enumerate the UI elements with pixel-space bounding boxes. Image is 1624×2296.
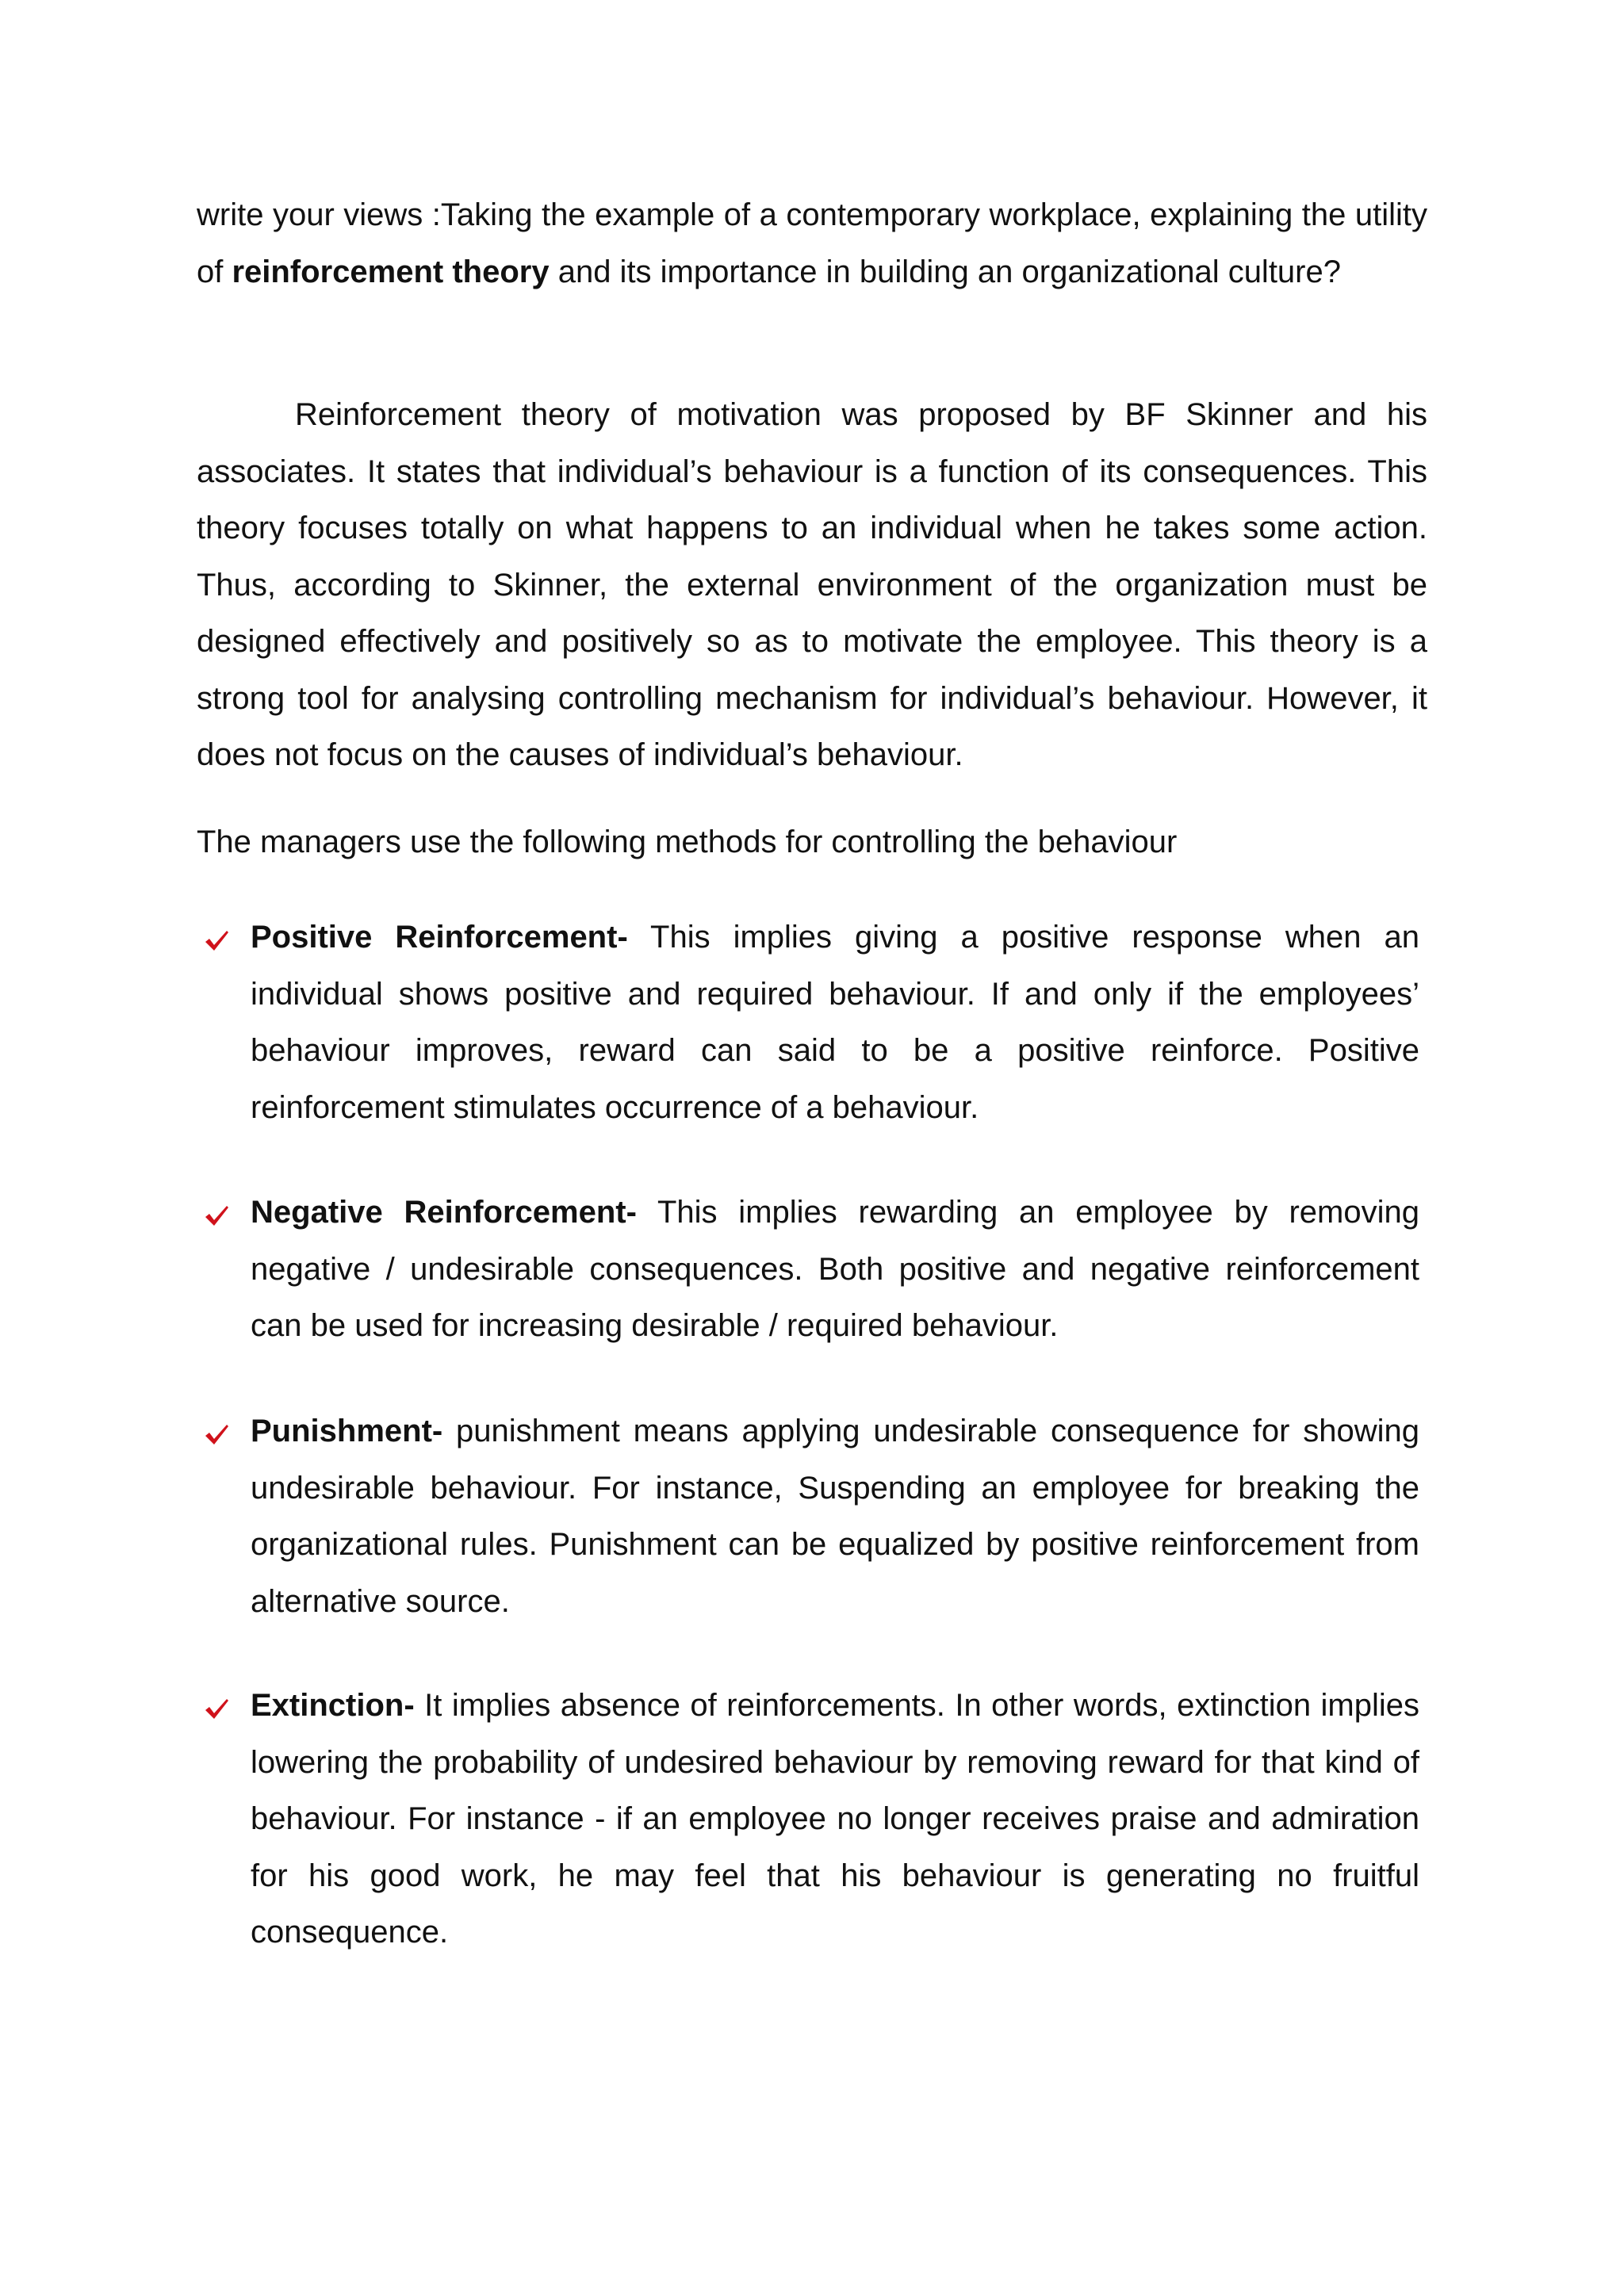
bullet-text: It implies absence of reinforcements. In other words, extinction implies lowering the probability of undesired behaviour by removing reward for that kind of behaviour. For instance - if an employee no longer receives praise and admiration for his good work, he may feel that his behaviour is generating no fruitful consequence.	[251, 1688, 1419, 1950]
bullet-text: This implies rewarding an employee by removing negative / undesirable consequences. Both positive and negative reinforcement can be used for increasing desirable / required behaviour.	[251, 1195, 1419, 1343]
bullet-title: Punishment-	[251, 1414, 443, 1448]
bullet-body	[251, 1678, 1419, 1961]
question-bold-term: reinforcement theory	[232, 254, 550, 289]
bullet-body	[251, 909, 1419, 1136]
bullet-body	[251, 1403, 1419, 1630]
question-text-start: write your views :Taking the example of a contemporary workplace, explaining the utility of	[197, 197, 1427, 289]
bullet-body	[251, 1184, 1419, 1355]
checkmark-icon	[203, 927, 230, 954]
question-text-end: and its importance in building an organizational culture?	[549, 254, 1341, 289]
checkmark-icon	[203, 1695, 230, 1722]
bullet-title: Negative Reinforcement-	[251, 1195, 637, 1230]
checkmark-icon	[203, 1421, 230, 1448]
bullet-title: Positive Reinforcement-	[251, 920, 628, 955]
question-text	[197, 187, 1427, 300]
methods-intro: The managers use the following methods for controlling the behaviour	[197, 825, 1178, 859]
bullet-text: This implies giving a positive response when an individual shows positive and required behaviour. If and only if the employees’ behaviour improves, reward can said to be a positive reinforce. Positive reinforcement stimulates occurrence of a behaviour.	[251, 920, 1419, 1125]
body-paragraph: Reinforcement theory of motivation was proposed by BF Skinner and his associates. It states that individual’s behaviour is a function of its consequences. This theory focuses totally on what happens to an individual when he takes some action. Thus, according to Skinner, the external environment of the organization must be designed effectively and positively so as to motivate the employee. This theory is a strong tool for analysing controlling mechanism for individual’s behaviour. However, it does not focus on the causes of individual’s behaviour.	[197, 397, 1427, 772]
bullet-text: punishment means applying undesirable consequence for showing undesirable behaviour. For instance, Suspending an employee for breaking the organizational rules. Punishment can be equalized by positive reinforcement from alternative source.	[251, 1414, 1419, 1619]
checkmark-icon	[203, 1202, 230, 1229]
bullet-title: Extinction-	[251, 1688, 415, 1723]
